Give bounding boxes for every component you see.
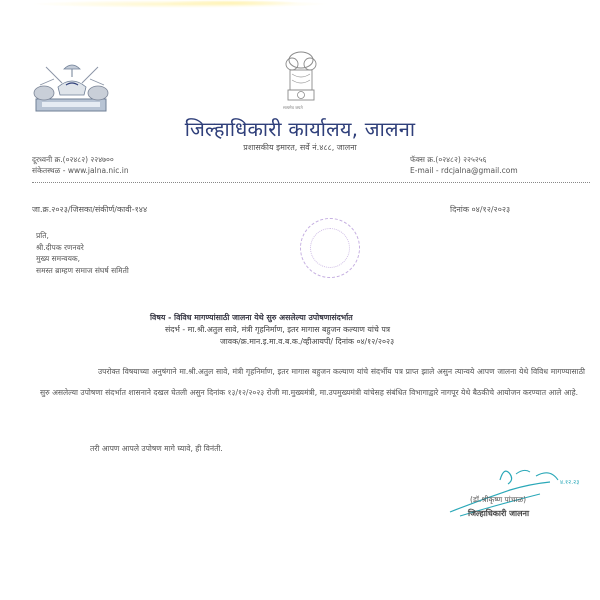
reference-line: संदर्भ - मा.श्री.अतुल सावे, मंत्री गृहनिर्माण, इतर मागास बहुजन कल्याण यांचे पत्र — [165, 325, 391, 334]
recipient-organization: समस्त ब्राम्हण समाज संघर्ष समिती — [36, 265, 129, 275]
fax-number: फॅक्स क्र.(०२४८२) २२५२५६ — [410, 155, 487, 164]
subject-line: विषय - विविध मागण्यांसाठी जालना येथे सुरु असलेल्या उपोषणासंदर्भात — [150, 313, 353, 322]
signatory-title: जिल्हाधिकारी जालना — [468, 509, 530, 518]
contact-right — [410, 154, 518, 176]
phone-number: दूरध्वनी क्र.(०२४८२) २२४७०० — [32, 155, 114, 164]
national-emblem-icon — [280, 50, 322, 112]
reference-date: दिनांक ०४/१२/२०२३ — [450, 205, 511, 214]
email-link[interactable]: E-mail - rdcjalna@gmail.com — [410, 166, 518, 175]
recipient-designation: मुख्य समन्वयक, — [36, 254, 81, 263]
reference-line-2: जावक/क्र.मान.इ.मा.व.ब.क./व्हीआयपी/ दिनांक ०४/१२/२०२३ — [220, 337, 395, 346]
district-emblem-icon — [28, 55, 116, 117]
scan-artifact — [160, 0, 300, 6]
recipient-name: श्री.दीपक रणनवरे — [36, 242, 84, 252]
closing-line: तरी आपण आपले उपोषण मागे घ्यावे, ही विनंती. — [90, 444, 223, 453]
signatory-name: (डॉ.श्रीकृष्ण पांचाळ) — [470, 495, 527, 504]
emblem-caption: सत्यमेव जयते — [283, 105, 303, 110]
website-link[interactable]: संकेतस्थळ - www.jalna.nic.in — [32, 166, 129, 175]
office-address: प्रशासकीय इमारत, सर्वे नं.४८८, जालना — [243, 143, 357, 152]
reference-number: जा.क्र.२०२३/जिसका/संकीर्ण/कावी-१४४ — [32, 205, 148, 214]
svg-text:४.१२.२३: ४.१२.२३ — [560, 479, 580, 486]
recipient-block — [36, 230, 129, 276]
office-title: जिल्हाधिकारी कार्यालय, जालना — [184, 117, 416, 141]
contact-left — [32, 154, 129, 176]
header-divider — [32, 182, 590, 183]
office-stamp-inner — [310, 228, 350, 268]
letter-body — [40, 362, 585, 403]
body-paragraph: उपरोक्त विषयाच्या अनुषंगाने मा.श्री.अतुल सावे, मंत्री गृहनिर्माण, इतर मागास बहुजन कल्याण यांचे संदर्भीय पत्र प्राप्त झाले असुन त्यान्वये आपण जालना येथे विविध मागण्यासाठी सुरु असलेल्या उपोषणा संदर्भात शासनाने दखल घेतली असुन दिनांक १३/१२/२०२३ रोजी मा.मुख्यमंत्री, मा.उपमुख्यमंत्री यांचेसह संबंधित विभागाद्वारे नागपूर येथे बैठकीचे आयोजन करण्यात आले आहे. — [40, 367, 585, 397]
salutation: प्रति, — [36, 231, 49, 240]
